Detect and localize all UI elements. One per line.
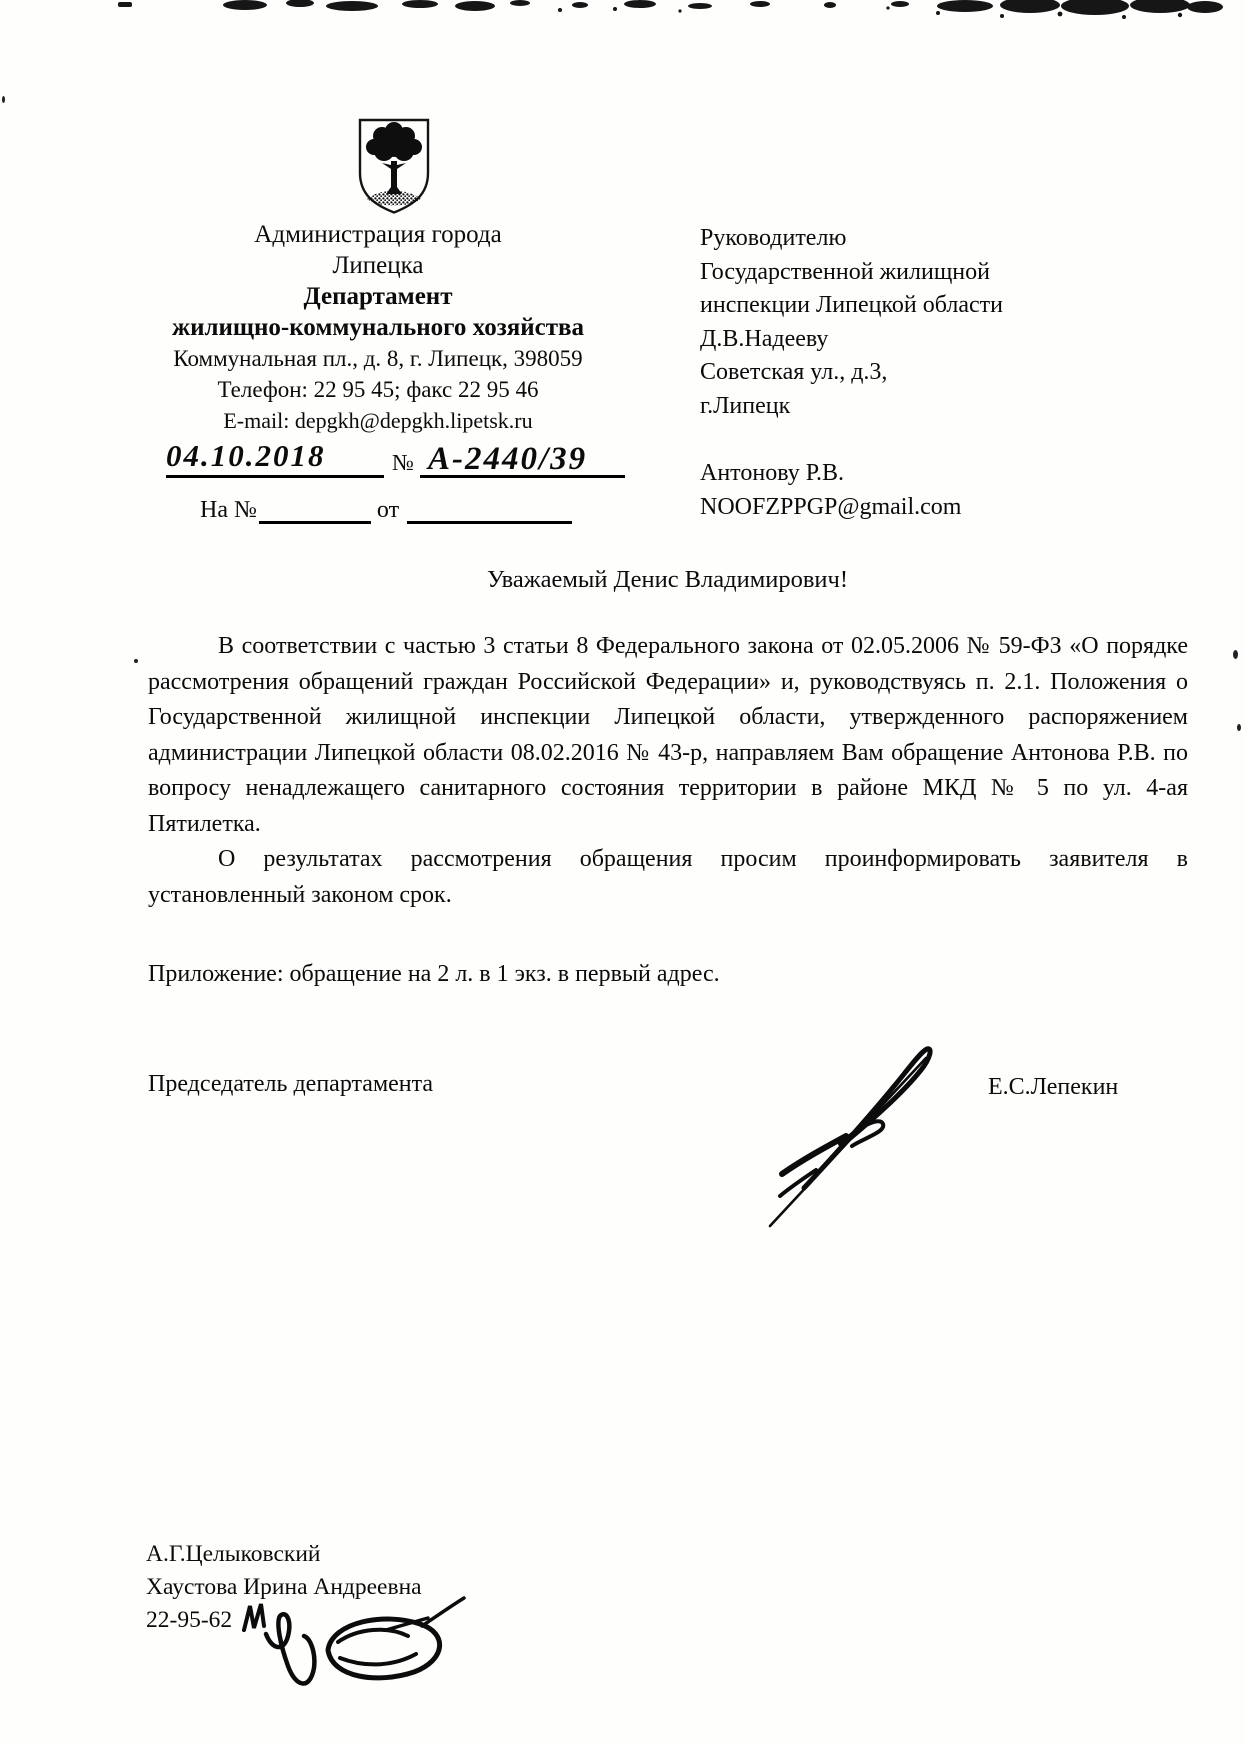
addressee-line: г.Липецк [700,392,791,419]
addressee-line: Руководителю [700,225,847,251]
addressee-block [700,222,1140,524]
addressee-line: Советская ул., д.3, [700,359,888,385]
executor-signature-scribble-icon [236,1590,471,1710]
executor-phone: 22-95-62 [146,1607,233,1633]
ref-ot-label: от [376,497,400,523]
second-addressee-block [700,457,1140,524]
signer-position-title: Председатель департамента [148,1071,434,1097]
outgoing-date-handwriting: 04.10.2018 [166,438,326,473]
addressee-line: инспекции Липецкой области [700,292,1003,318]
letterhead-email: E-mail: depgkh@depgkh.lipetsk.ru [223,408,533,433]
signer-name: Е.С.Лепекин [988,1074,1119,1100]
org-name-line2: Липецка [332,252,424,279]
blank-underline-number [259,521,371,524]
department-line2: жилищно-коммунального хозяйства [171,314,585,341]
body-paragraph-2: О результатах рассмотрения обращения просим проинформировать заявителя в установленный законом срок. [148,846,1188,908]
outgoing-ref-line [166,437,625,478]
scan-speck [2,96,5,103]
scan-speck [1233,650,1238,659]
second-addressee-email: NOOFZPPGP@gmail.com [700,493,962,520]
addressee-line: Д.В.Надееву [700,325,829,352]
outgoing-date-field [166,438,384,478]
scan-noise-top [0,0,1244,26]
ref-na-label: На № [200,497,257,523]
blank-underline-date [407,521,572,524]
department-line1: Департамент [303,283,453,310]
scan-speck [1237,724,1241,731]
attachment-line: Приложение: обращение на 2 л. в 1 экз. в первый адрес. [148,961,720,987]
outgoing-number-field [420,437,625,478]
org-name-line1: Администрация города [254,221,502,248]
executor-name-1: А.Г.Целыковский [146,1541,321,1567]
salutation: Уважаемый Денис Владимирович! [487,566,848,593]
executor-name-2: Хаустова Ирина Андреевна [146,1574,422,1600]
body-paragraph-1: В соответствии с частью 3 статьи 8 Федерального закона от 02.05.2006 № 59-ФЗ «О порядке рассмотрения обращений граждан Российской Федерации» и, руководствуясь п. 2.1. Положения о Государственной жилищной инспекции Липецкой области, утвержденного распоряжением администрации Липецкой области 08.02.2016 № 43-р, направляем Вам обращение Антонова Р.В. по вопросу ненадлежащего санитарного состояния территории в районе МКД № 5 по ул. 4-ая Пятилетка. [148,633,1188,837]
letterhead-address: Коммунальная пл., д. 8, г. Липецк, 398059 [173,346,583,371]
letter-body [148,629,1188,913]
second-addressee-name: Антонову Р.В. [700,460,845,486]
addressee-line: Государственной жилищной [700,258,990,285]
letterhead-phone: Телефон: 22 95 45; факс 22 95 46 [217,377,539,402]
incoming-ref-line [200,497,572,524]
lipetsk-coat-of-arms-icon [354,117,434,217]
outgoing-number-handwriting: А-2440/39 [427,441,588,477]
scan-speck [134,659,138,663]
number-sign: № [392,450,414,475]
signature-scribble-icon [752,1036,957,1236]
letterhead [118,219,638,436]
